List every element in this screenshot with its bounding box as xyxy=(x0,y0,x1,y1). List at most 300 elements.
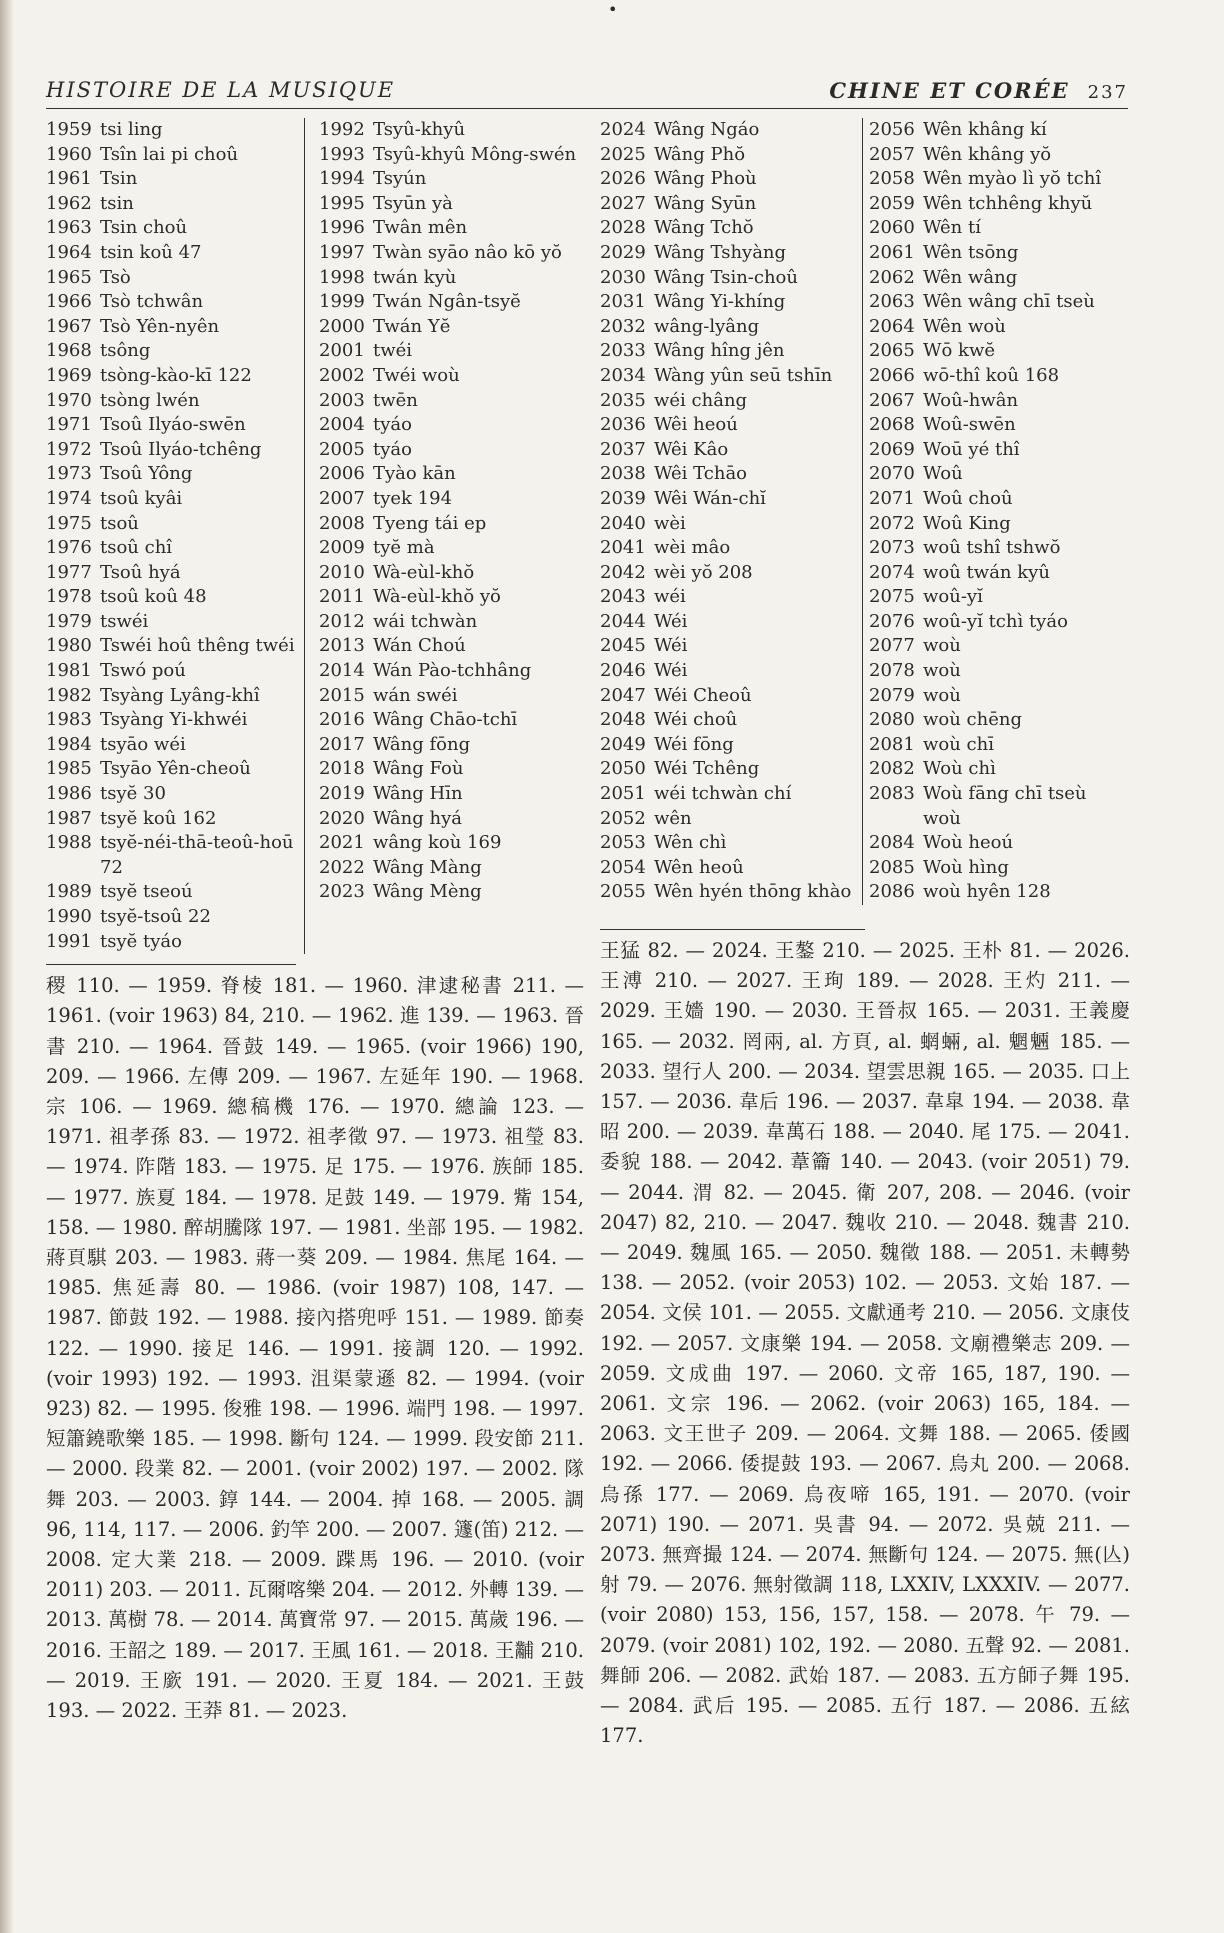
entry-number: 2066 xyxy=(869,364,915,386)
header-title-left: HISTOIRE DE LA MUSIQUE xyxy=(46,78,396,102)
entry-number: 2000 xyxy=(319,315,365,337)
running-header xyxy=(46,78,1128,109)
entry-text: Wō kwĕ xyxy=(923,340,996,362)
index-entry xyxy=(319,487,584,512)
index-entry xyxy=(319,585,584,610)
entry-number: 1988 xyxy=(46,832,92,854)
entry-text: Tyeng tái ep xyxy=(373,512,487,534)
index-entry xyxy=(600,757,861,782)
entry-number: 2081 xyxy=(869,733,915,755)
index-entry xyxy=(869,757,1130,782)
entry-text: Twân mên xyxy=(373,217,468,239)
entry-number: 2067 xyxy=(869,389,915,411)
left-index-col-2 xyxy=(311,118,584,954)
index-entry xyxy=(46,167,311,192)
index-entry xyxy=(869,684,1130,709)
index-entry xyxy=(600,856,861,881)
index-entry xyxy=(600,512,861,537)
entry-number: 2051 xyxy=(600,783,646,805)
index-entry xyxy=(319,782,584,807)
entry-number: 2084 xyxy=(869,832,915,854)
entry-text: tsin koû 47 xyxy=(100,241,202,263)
index-entry xyxy=(600,634,861,659)
entry-text: Tsyún xyxy=(373,168,427,190)
entry-text: Wên woù xyxy=(923,315,1006,337)
entry-number: 2058 xyxy=(869,168,915,190)
entry-text: Wâng Màng xyxy=(373,856,482,878)
entry-text: wèi xyxy=(654,512,686,534)
entry-number: 1960 xyxy=(46,143,92,165)
entry-text: tsoû chî xyxy=(100,537,173,559)
entry-number: 2074 xyxy=(869,561,915,583)
entry-number: 2003 xyxy=(319,389,365,411)
index-entry xyxy=(869,733,1130,758)
index-entry xyxy=(600,585,861,610)
entry-number: 1963 xyxy=(46,217,92,239)
index-entry xyxy=(600,880,861,905)
index-entry xyxy=(319,807,584,832)
entry-text: Tyào kān xyxy=(373,463,456,485)
index-entry xyxy=(319,339,584,364)
entry-number: 2078 xyxy=(869,660,915,682)
index-entry xyxy=(869,831,1130,856)
entry-text: tsyĕ tyáo xyxy=(100,930,182,952)
entry-text: tsyĕ-tsoû 22 xyxy=(100,906,211,927)
entry-number: 2080 xyxy=(869,709,915,731)
index-entry xyxy=(319,167,584,192)
entry-number: 1964 xyxy=(46,241,92,263)
index-entry xyxy=(600,364,861,389)
index-entry xyxy=(319,290,584,315)
column-rule xyxy=(304,118,305,954)
index-entry xyxy=(46,536,311,561)
entry-number: 2026 xyxy=(600,168,646,190)
index-entry xyxy=(319,438,584,463)
entry-number: 2060 xyxy=(869,217,915,239)
left-half xyxy=(46,118,584,1726)
entry-number: 2012 xyxy=(319,610,365,632)
index-entry xyxy=(319,118,584,143)
right-half xyxy=(600,118,1130,1751)
entry-number: 2071 xyxy=(869,487,915,509)
index-entry xyxy=(46,634,311,659)
entry-number: 2028 xyxy=(600,217,646,239)
index-entry xyxy=(600,782,861,807)
index-entry xyxy=(46,880,311,905)
index-entry xyxy=(600,216,861,241)
index-entry xyxy=(319,266,584,291)
entry-text: Wên tí xyxy=(923,217,981,239)
entry-number: 1996 xyxy=(319,217,365,239)
entry-text: Wâng hyá xyxy=(373,807,462,829)
entry-text: wán swéi xyxy=(373,684,458,706)
entry-text: twēn xyxy=(373,389,418,411)
entry-number: 1977 xyxy=(46,561,92,583)
index-entry xyxy=(319,389,584,414)
entry-number: 2054 xyxy=(600,856,646,878)
entry-number: 1999 xyxy=(319,291,365,313)
index-entry xyxy=(319,512,584,537)
entry-number: 2042 xyxy=(600,561,646,583)
entry-number: 1994 xyxy=(319,168,365,190)
entry-text: tsin xyxy=(100,192,134,214)
entry-text: woù hyên 128 xyxy=(923,881,1051,903)
entry-text: tsòng lwén xyxy=(100,389,200,411)
entry-number: 2044 xyxy=(600,610,646,632)
entry-number: 1972 xyxy=(46,438,92,460)
entry-number: 2025 xyxy=(600,143,646,165)
entry-number: 1987 xyxy=(46,807,92,829)
entry-text: wéi tchwàn chí xyxy=(654,783,792,805)
index-entry xyxy=(46,757,311,782)
entry-text: Tswó poú xyxy=(100,660,186,682)
page-top-mark: • xyxy=(608,0,618,19)
entry-text: Wâng Ngáo xyxy=(654,119,760,140)
entry-text: Woù fāng chī tseù woù xyxy=(923,783,1087,829)
index-entry xyxy=(46,831,311,880)
index-entry xyxy=(46,192,311,217)
entry-number: 1969 xyxy=(46,364,92,386)
index-entry xyxy=(319,413,584,438)
entry-number: 1997 xyxy=(319,241,365,263)
entry-text: Wên chì xyxy=(654,832,727,854)
entry-number: 2082 xyxy=(869,758,915,780)
index-entry xyxy=(46,487,311,512)
entry-text: tsyĕ 30 xyxy=(100,783,166,805)
entry-number: 2006 xyxy=(319,463,365,485)
entry-text: Twàn syāo nâo kō yŏ xyxy=(373,241,562,263)
index-entry xyxy=(869,880,1130,905)
entry-text: Wà-eùl-khŏ yŏ xyxy=(373,586,501,608)
index-entry xyxy=(869,634,1130,659)
entry-text: Tsin xyxy=(100,168,138,190)
index-entry xyxy=(46,462,311,487)
index-entry xyxy=(600,192,861,217)
entry-text: Wâng fōng xyxy=(373,733,471,755)
index-entry xyxy=(319,536,584,561)
entry-text: Wâng Syūn xyxy=(654,192,757,214)
index-entry xyxy=(600,438,861,463)
index-entry xyxy=(869,389,1130,414)
entry-number: 2023 xyxy=(319,881,365,903)
entry-number: 2020 xyxy=(319,807,365,829)
entry-number: 2021 xyxy=(319,832,365,854)
entry-text: Wéi xyxy=(654,610,688,632)
entry-number: 2063 xyxy=(869,291,915,313)
entry-number: 1976 xyxy=(46,537,92,559)
index-entry xyxy=(869,413,1130,438)
entry-number: 2033 xyxy=(600,340,646,362)
entry-text: Wéi Tchêng xyxy=(654,758,760,780)
index-entry xyxy=(869,192,1130,217)
index-entry xyxy=(869,143,1130,168)
entry-text: Woû choû xyxy=(923,487,1013,509)
entry-text: Woû-swēn xyxy=(923,414,1016,436)
entry-text: Wên tchhêng khyŭ xyxy=(923,192,1093,214)
entry-text: wèi mâo xyxy=(654,537,731,559)
entry-number: 1998 xyxy=(319,266,365,288)
index-entry xyxy=(46,315,311,340)
entry-number: 2073 xyxy=(869,537,915,559)
index-entry xyxy=(46,733,311,758)
entry-number: 2062 xyxy=(869,266,915,288)
index-entry xyxy=(319,610,584,635)
entry-text: Wâng hîng jên xyxy=(654,340,785,362)
entry-text: Tsyàng Lyâng-khî xyxy=(100,684,260,706)
entry-text: Wán Pào-tchhâng xyxy=(373,660,532,682)
entry-number: 2008 xyxy=(319,512,365,534)
entry-text: Wéi choû xyxy=(654,709,738,731)
index-entry xyxy=(600,659,861,684)
entry-number: 2065 xyxy=(869,340,915,362)
index-entry xyxy=(46,216,311,241)
index-entry xyxy=(600,167,861,192)
entry-number: 1982 xyxy=(46,684,92,706)
entry-text: Woū yé thî xyxy=(923,438,1020,460)
entry-text: tsyāo wéi xyxy=(100,733,186,755)
index-entry xyxy=(869,708,1130,733)
entry-text: Woù hìng xyxy=(923,856,1009,878)
entry-number: 2040 xyxy=(600,512,646,534)
index-entry xyxy=(46,684,311,709)
index-entry xyxy=(600,413,861,438)
index-entry xyxy=(600,684,861,709)
index-entry xyxy=(319,831,584,856)
section-divider xyxy=(600,929,865,930)
entry-number: 2010 xyxy=(319,561,365,583)
entry-number: 2076 xyxy=(869,610,915,632)
index-entry xyxy=(869,462,1130,487)
entry-text: Wêi Tchāo xyxy=(654,463,748,485)
entry-number: 2015 xyxy=(319,684,365,706)
entry-number: 1992 xyxy=(319,119,365,140)
entry-number: 2016 xyxy=(319,709,365,731)
entry-text: Wéi fōng xyxy=(654,733,734,755)
left-chinese-text: 稷 110. — 1959. 脊棱 181. — 1960. 津逮秘書 211. — 1961. (voir 1963) 84, 210. — 1962. 進 139. — 1963. 晉書 210. — 1964. 晉鼓 149. — 1965. (voir 1966) 190, 209. — 1966. 左傳 209. — 1967. 左延年 190. — 1968. 宗 106. — 1969. 總稿機 176. — 1970. 總論 123. — 1971. 祖孝孫 83. — 1972. 祖孝徵 97. — 1973. 祖瑩 83. — 1974. 阼階 183. — 1975. 足 175. — 1976. 族師 185. — 1977. 族夏 184. — 1978. 足鼓 149. — 1979. 觜 154, 158. — 1980. 醉胡騰隊 197. — 1981. 坐部 195. — 1982. 蔣頁騏 203. — 1983. 蔣一葵 209. — 1984. 焦尾 164. — 1985. 焦延壽 80. — 1986. (voir 1987) 108, 147. — 1987. 節鼓 192. — 1988. 接內搭兜呼 151. — 1989. 節奏 122. — 1990. 接足 146. — 1991. 接調 120. — 1992. (voir 1993) 192. — 1993. 沮渠蒙遜 82. — 1994. (voir 923) 82. — 1995. 俊雅 198. — 1996. 端門 198. — 1997. 短簫鐃歌樂 185. — 1998. 斷句 124. — 1999. 段安節 211. — 2000. 段業 82. — 2001. (voir 2002) 197. — 2002. 隊舞 203. — 2003. 錞 144. — 2004. 掉 168. — 2005. 調 96, 114, 117. — 2006. 釣竿 200. — 2007. 籧(笛) 212. — 2008. 定大業 218. — 2009. 蹀馬 196. — 2010. (voir 2011) 203. — 2011. 瓦爾喀樂 204. — 2012. 外轉 139. — 2013. 萬樹 78. — 2014. 萬寶常 97. — 2015. 萬歲 196. — 2016. 王韶之 189. — 2017. 王風 161. — 2018. 王黼 210. — 2019. 王廞 191. — 2020. 王夏 184. — 2021. 王鼓 193. — 2022. 王莽 81. — 2023. xyxy=(46,974,584,1723)
entry-text: Tsoû Ilyáo-tchêng xyxy=(100,438,262,460)
left-index-col-1 xyxy=(46,118,311,954)
index-entry xyxy=(46,561,311,586)
index-entry xyxy=(869,216,1130,241)
index-entry xyxy=(600,389,861,414)
entry-number: 2061 xyxy=(869,241,915,263)
entry-number: 2009 xyxy=(319,537,365,559)
index-entry xyxy=(319,757,584,782)
index-entry xyxy=(319,634,584,659)
entry-text: Wêi Wán-chĭ xyxy=(654,487,766,509)
index-entry xyxy=(600,536,861,561)
entry-text: Tsyāo Yên-cheoû xyxy=(100,758,251,780)
index-entry xyxy=(319,192,584,217)
entry-number: 2064 xyxy=(869,315,915,337)
entry-number: 2032 xyxy=(600,315,646,337)
entry-number: 1961 xyxy=(46,168,92,190)
index-entry xyxy=(46,413,311,438)
entry-number: 2002 xyxy=(319,364,365,386)
index-entry xyxy=(869,315,1130,340)
index-entry xyxy=(46,708,311,733)
page-number: 237 xyxy=(1087,82,1128,103)
entry-text: Tswéi hoû thêng twéi xyxy=(100,635,295,657)
index-entry xyxy=(600,807,861,832)
entry-number: 2017 xyxy=(319,733,365,755)
entry-number: 2046 xyxy=(600,660,646,682)
index-entry xyxy=(46,389,311,414)
index-entry xyxy=(319,462,584,487)
entry-number: 2037 xyxy=(600,438,646,460)
entry-text: Wâng Yi-khíng xyxy=(654,291,786,313)
index-entry xyxy=(46,364,311,389)
index-entry xyxy=(869,512,1130,537)
entry-text: woû tshî tshwŏ xyxy=(923,537,1061,559)
entry-number: 2035 xyxy=(600,389,646,411)
index-entry xyxy=(319,315,584,340)
entry-text: Wên heoû xyxy=(654,856,744,878)
entry-number: 1981 xyxy=(46,660,92,682)
index-entry xyxy=(869,782,1130,831)
column-rule xyxy=(862,118,863,905)
entry-text: tyĕ mà xyxy=(373,537,435,559)
entry-text: Wâng Tchŏ xyxy=(654,217,754,239)
entry-number: 2083 xyxy=(869,783,915,805)
entry-text: wên xyxy=(654,807,692,829)
index-entry xyxy=(600,143,861,168)
entry-number: 1962 xyxy=(46,192,92,214)
index-entry xyxy=(319,143,584,168)
entry-text: tsyĕ tseoú xyxy=(100,881,193,903)
entry-number: 2055 xyxy=(600,881,646,903)
entry-number: 2043 xyxy=(600,586,646,608)
entry-number: 1967 xyxy=(46,315,92,337)
entry-number: 2004 xyxy=(319,414,365,436)
section-divider xyxy=(46,964,296,965)
index-entry xyxy=(46,438,311,463)
index-entry xyxy=(600,266,861,291)
entry-text: Tsò xyxy=(100,266,131,288)
entry-text: wéi xyxy=(654,586,686,608)
entry-text: tyáo xyxy=(373,414,412,436)
entry-text: Wên wâng chī tseù xyxy=(923,291,1095,313)
entry-text: Woû-hwân xyxy=(923,389,1019,411)
entry-number: 1970 xyxy=(46,389,92,411)
entry-text: Woû King xyxy=(923,512,1011,534)
index-entry xyxy=(46,118,311,143)
entry-number: 2072 xyxy=(869,512,915,534)
entry-number: 2053 xyxy=(600,832,646,854)
index-entry xyxy=(869,536,1130,561)
entry-text: Wên myào lì yŏ tchî xyxy=(923,168,1102,190)
entry-text: tsoû koû 48 xyxy=(100,586,207,608)
entry-text: Wên khâng yŏ xyxy=(923,143,1052,165)
right-chinese-text: 王猛 82. — 2024. 王鏊 210. — 2025. 王朴 81. — 2026. 王溥 210. — 2027. 王珣 189. — 2028. 王灼 211. — 2029. 王嬙 190. — 2030. 王晉叔 165. — 2031. 王義慶 165. — 2032. 罔兩, al. 方頁, al. 蝄蜽, al. 魍魎 185. — 2033. 望行人 200. — 2034. 望雲思親 165. — 2035. 口上 157. — 2036. 韋后 196. — 2037. 韋皐 194. — 2038. 韋昭 200. — 2039. 韋萬石 188. — 2040. 尾 175. — 2041. 委貌 188. — 2042. 葦籥 140. — 2043. (voir 2051) 79. — 2044. 渭 82. — 2045. 衛 207, 208. — 2046. (voir 2047) 82, 210. — 2047. 魏收 210. — 2048. 魏書 210. — 2049. 魏風 165. — 2050. 魏徵 188. — 2051. 未轉勢 138. — 2052. (voir 2053) 102. — 2053. 文始 187. — 2054. 文侯 101. — 2055. 文獻通考 210. — 2056. 文康伎 192. — 2057. 文康樂 194. — 2058. 文廟禮樂志 209. — 2059. 文成曲 197. — 2060. 文帝 165, 187, 190. — 2061. 文宗 196. — 2062. (voir 2063) 165, 184. — 2063. 文王世子 209. — 2064. 文舞 188. — 2065. 倭國 192. — 2066. 倭提鼓 193. — 2067. 烏丸 200. — 2068. 烏孫 177. — 2069. 烏夜啼 165, 191. — 2070. (voir 2071) 190. — 2071. 吳書 94. — 2072. 吳兢 211. — 2073. 無齊撮 124. — 2074. 無斷句 124. — 2075. 無(亾)射 79. — 2076. 無射徵調 118, LXXIV, LXXXIV. — 2077. (voir 2080) 153, 156, 157, 158. — 2078. 午 79. — 2079. (voir 2081) 102, 192. — 2080. 五聲 92. — 2081. 舞師 206. — 2082. 武始 187. — 2083. 五方師子舞 195. — 2084. 武后 195. — 2085. 五行 187. — 2086. 五絃 177. xyxy=(600,939,1130,1748)
entry-text: Wâng Phŏ xyxy=(654,143,746,165)
index-entry xyxy=(600,290,861,315)
entry-text: Wâng Tsin-choû xyxy=(654,266,798,288)
entry-text: Wên tsōng xyxy=(923,241,1019,263)
entry-text: Wâng Tshyàng xyxy=(654,241,787,263)
entry-text: Wâng Mèng xyxy=(373,881,482,903)
entry-text: wâng koù 169 xyxy=(373,832,502,854)
entry-text: tswéi xyxy=(100,610,149,632)
entry-number: 2041 xyxy=(600,537,646,559)
entry-text: Wán Choú xyxy=(373,635,466,657)
entry-number: 1995 xyxy=(319,192,365,214)
index-entry xyxy=(869,339,1130,364)
entry-number: 2086 xyxy=(869,881,915,903)
index-entry xyxy=(319,659,584,684)
entry-number: 2079 xyxy=(869,684,915,706)
entry-number: 1985 xyxy=(46,758,92,780)
entry-text: Wên khâng kí xyxy=(923,119,1047,140)
entry-text: Wêi Kâo xyxy=(654,438,729,460)
entry-number: 1973 xyxy=(46,463,92,485)
entry-number: 2038 xyxy=(600,463,646,485)
entry-text: Tsoû Yông xyxy=(100,463,193,485)
index-entry xyxy=(600,610,861,635)
index-entry xyxy=(600,315,861,340)
entry-number: 1974 xyxy=(46,487,92,509)
entry-text: Tsò Yên-nyên xyxy=(100,315,220,337)
index-entry xyxy=(319,364,584,389)
entry-number: 1978 xyxy=(46,586,92,608)
entry-number: 2001 xyxy=(319,340,365,362)
index-entry xyxy=(600,708,861,733)
entry-text: tsyĕ-néi-thā-teoû-hoū 72 xyxy=(100,832,294,878)
entry-number: 2068 xyxy=(869,414,915,436)
entry-text: tyek 194 xyxy=(373,487,453,509)
entry-number: 2029 xyxy=(600,241,646,263)
entry-number: 1993 xyxy=(319,143,365,165)
entry-text: Twán Yĕ xyxy=(373,315,451,337)
entry-number: 2056 xyxy=(869,119,915,140)
entry-text: tsi ling xyxy=(100,119,163,140)
index-entry xyxy=(869,438,1130,463)
index-entry xyxy=(46,266,311,291)
index-entry xyxy=(319,856,584,881)
entry-number: 2048 xyxy=(600,709,646,731)
entry-number: 2050 xyxy=(600,758,646,780)
index-entry xyxy=(869,167,1130,192)
entry-number: 2018 xyxy=(319,758,365,780)
index-entry xyxy=(600,462,861,487)
entry-number: 1975 xyxy=(46,512,92,534)
entry-text: wō-thî koû 168 xyxy=(923,364,1060,386)
index-entry xyxy=(600,831,861,856)
index-entry xyxy=(46,241,311,266)
index-entry xyxy=(869,487,1130,512)
entry-text: twéi xyxy=(373,340,413,362)
entry-number: 2075 xyxy=(869,586,915,608)
index-entry xyxy=(46,512,311,537)
entry-number: 1989 xyxy=(46,881,92,903)
entry-number: 2014 xyxy=(319,660,365,682)
index-entry xyxy=(869,241,1130,266)
index-entry xyxy=(600,241,861,266)
entry-number: 2027 xyxy=(600,192,646,214)
entry-text: tsông xyxy=(100,340,151,362)
index-entry xyxy=(869,266,1130,291)
entry-number: 2031 xyxy=(600,291,646,313)
entry-number: 1983 xyxy=(46,709,92,731)
entry-text: tsoû kyâi xyxy=(100,487,183,509)
entry-number: 2045 xyxy=(600,635,646,657)
entry-number: 1980 xyxy=(46,635,92,657)
entry-number: 1968 xyxy=(46,340,92,362)
entry-text: woù xyxy=(923,635,961,657)
left-index-columns xyxy=(46,118,584,954)
index-entry xyxy=(46,585,311,610)
entry-number: 2030 xyxy=(600,266,646,288)
